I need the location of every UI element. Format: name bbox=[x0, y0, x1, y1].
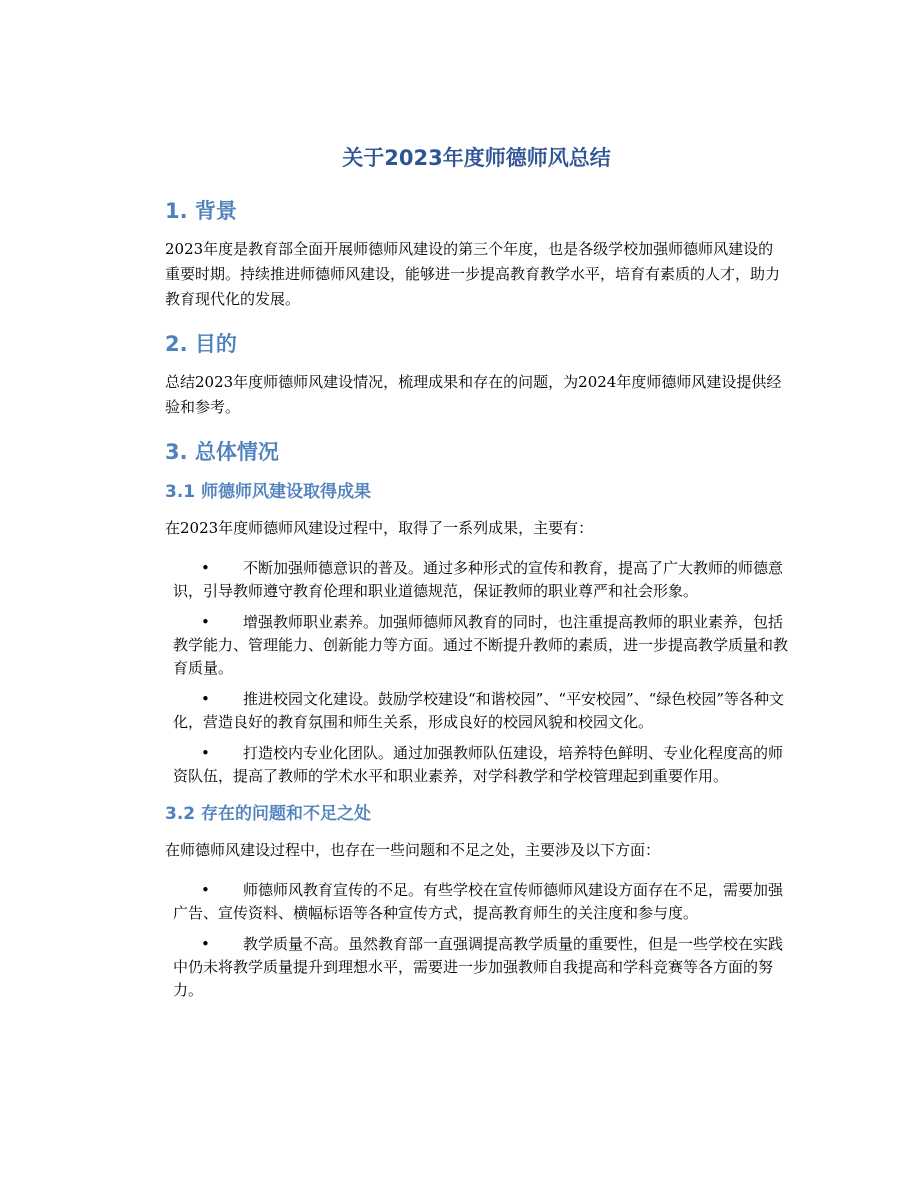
achievements-list bbox=[165, 557, 788, 788]
bullet-icon: • bbox=[201, 744, 210, 762]
problems-intro: 在师德师风建设过程中，也存在一些问题和不足之处，主要涉及以下方面： bbox=[165, 841, 661, 859]
list-item bbox=[165, 933, 788, 1002]
problems-list bbox=[165, 879, 788, 1002]
document-title: 关于2023年度师德师风总结 bbox=[342, 146, 611, 170]
achievements-intro: 在2023年度师德师风建设过程中，取得了一系列成果，主要有： bbox=[165, 519, 594, 537]
subsection-heading-achievements: 3.1 师德师风建设取得成果 bbox=[165, 482, 372, 502]
list-item-text: 师德师风教育宣传的不足。有些学校在宣传师德师风建设方面存在不足，需要加强广告、宣传资料、横幅标语等各种宣传方式，提高教育师生的关注度和参与度。 bbox=[173, 881, 784, 922]
list-item bbox=[165, 742, 788, 788]
bullet-icon: • bbox=[201, 935, 210, 953]
list-item bbox=[165, 611, 788, 680]
bullet-icon: • bbox=[201, 613, 210, 631]
bullet-icon: • bbox=[201, 881, 210, 899]
section-heading-purpose: 2. 目的 bbox=[165, 332, 237, 356]
subsection-heading-problems: 3.2 存在的问题和不足之处 bbox=[165, 804, 372, 824]
list-item bbox=[165, 879, 788, 925]
list-item bbox=[165, 688, 788, 734]
background-paragraph: 2023年度是教育部全面开展师德师风建设的第三个年度，也是各级学校加强师德师风建设的重要时期。持续推进师德师风建设，能够进一步提高教育教学水平，培育有素质的人才，助力教育现代化的发展。 bbox=[165, 240, 781, 308]
list-item-text: 打造校内专业化团队。通过加强教师队伍建设，培养特色鲜明、专业化程度高的师资队伍，提高了教师的学术水平和职业素养，对学科教学和学校管理起到重要作用。 bbox=[173, 744, 784, 785]
list-item-text: 不断加强师德意识的普及。通过多种形式的宣传和教育，提高了广大教师的师德意识，引导教师遵守教育伦理和职业道德规范，保证教师的职业尊严和社会形象。 bbox=[173, 559, 784, 600]
section-heading-background: 1. 背景 bbox=[165, 199, 237, 223]
section-heading-overview: 3. 总体情况 bbox=[165, 440, 279, 464]
bullet-icon: • bbox=[201, 690, 210, 708]
list-item-text: 教学质量不高。虽然教育部一直强调提高教学质量的重要性，但是一些学校在实践中仍未将教学质量提升到理想水平，需要进一步加强教师自我提高和学科竞赛等各方面的努力。 bbox=[173, 935, 784, 999]
bullet-icon: • bbox=[201, 559, 210, 577]
list-item-text: 增强教师职业素养。加强师德师风教育的同时，也注重提高教师的职业素养，包括教学能力、管理能力、创新能力等方面。通过不断提升教师的素质，进一步提高教学质量和教育质量。 bbox=[173, 613, 789, 677]
list-item bbox=[165, 557, 788, 603]
list-item-text: 推进校园文化建设。鼓励学校建设“和谐校园”、“平安校园”、“绿色校园”等各种文化，营造良好的教育氛围和师生关系，形成良好的校园风貌和校园文化。 bbox=[173, 690, 785, 731]
purpose-paragraph: 总结2023年度师德师风建设情况，梳理成果和存在的问题，为2024年度师德师风建设提供经验和参考。 bbox=[165, 373, 782, 416]
